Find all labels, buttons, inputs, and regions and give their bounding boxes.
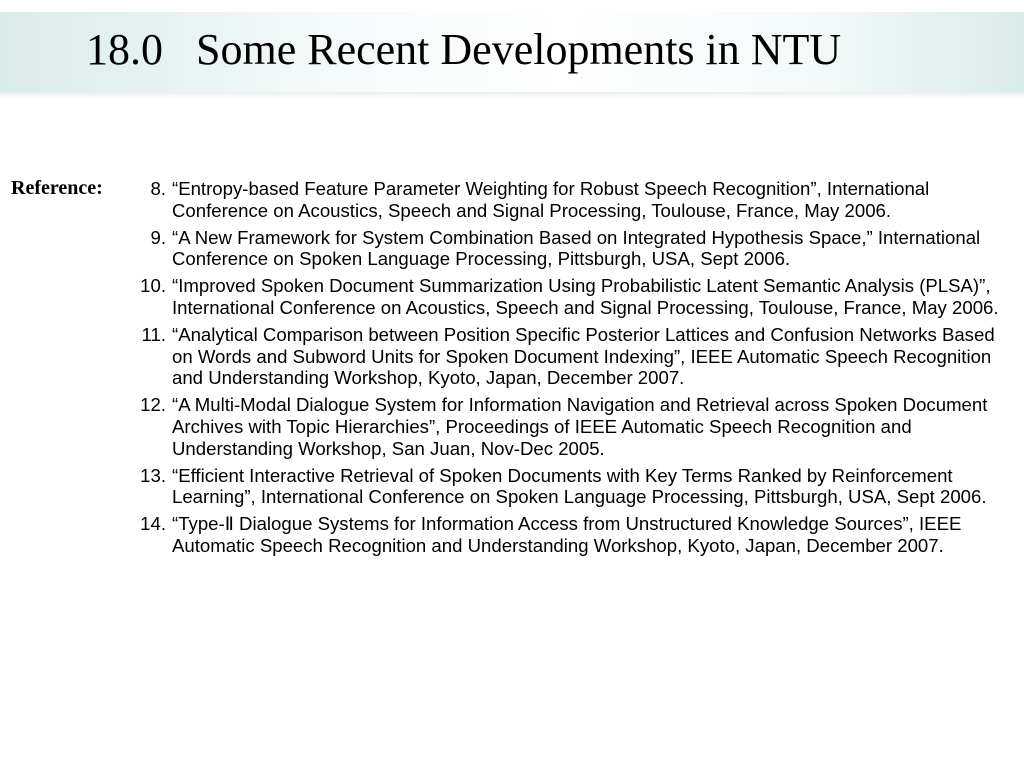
reference-number: 13. <box>140 464 166 486</box>
reference-item <box>130 227 1016 271</box>
reference-number: 14. <box>140 513 166 535</box>
reference-item <box>130 513 1016 557</box>
slide-title: 18.0 Some Recent Developments in NTU <box>86 25 842 74</box>
reference-text: “Analytical Comparison between Position Specific Posterior Lattices and Confusion Networks Based on Words and Subword Units for Spoken Document Indexing”, IEEE Automatic Speech Recognition and Understanding Workshop, Kyoto, Japan, December 2007. <box>172 323 995 389</box>
reference-text: “Improved Spoken Document Summarization Using Probabilistic Latent Semantic Analysis (PLSA)”, International Conference on Acoustics, Speech and Signal Processing, Toulouse, France, May 2006. <box>172 275 999 318</box>
reference-text: “A Multi-Modal Dialogue System for Information Navigation and Retrieval across Spoken Document Archives with Topic Hierarchies”, Proceedings of IEEE Automatic Speech Recognition and Understanding Workshop, San Juan, Nov-Dec 2005. <box>172 394 988 459</box>
reference-number: 12. <box>140 394 166 416</box>
reference-text: “A New Framework for System Combination Based on Integrated Hypothesis Space,” International Conference on Spoken Language Processing, Pittsburgh, USA, Sept 2006. <box>172 226 981 270</box>
reference-text: “Entropy-based Feature Parameter Weighting for Robust Speech Recognition”, International Conference on Acoustics, Speech and Signal Processing, Toulouse, France, May 2006. <box>172 178 930 221</box>
reference-item <box>130 465 1016 509</box>
title-band-shadow <box>0 92 1024 98</box>
reference-item <box>130 394 1016 459</box>
reference-number: 9. <box>150 226 166 248</box>
reference-number: 10. <box>140 275 166 297</box>
reference-number: 11. <box>141 323 166 345</box>
reference-item <box>130 324 1016 389</box>
reference-text: “Efficient Interactive Retrieval of Spoken Documents with Key Terms Ranked by Reinforcement Learning”, International Conference on Spoken Language Processing, Pittsburgh, USA, Sept 2006. <box>172 464 987 508</box>
reference-label: Reference: <box>11 177 103 199</box>
reference-item <box>130 178 1016 222</box>
reference-text: “Type-Ⅱ Dialogue Systems for Information Access from Unstructured Knowledge Sources”, IEEE Automatic Speech Recognition and Understanding Workshop, Kyoto, Japan, December 2007. <box>172 513 962 556</box>
reference-item <box>130 275 1016 319</box>
reference-number: 8. <box>150 178 166 199</box>
reference-list <box>130 178 1016 562</box>
